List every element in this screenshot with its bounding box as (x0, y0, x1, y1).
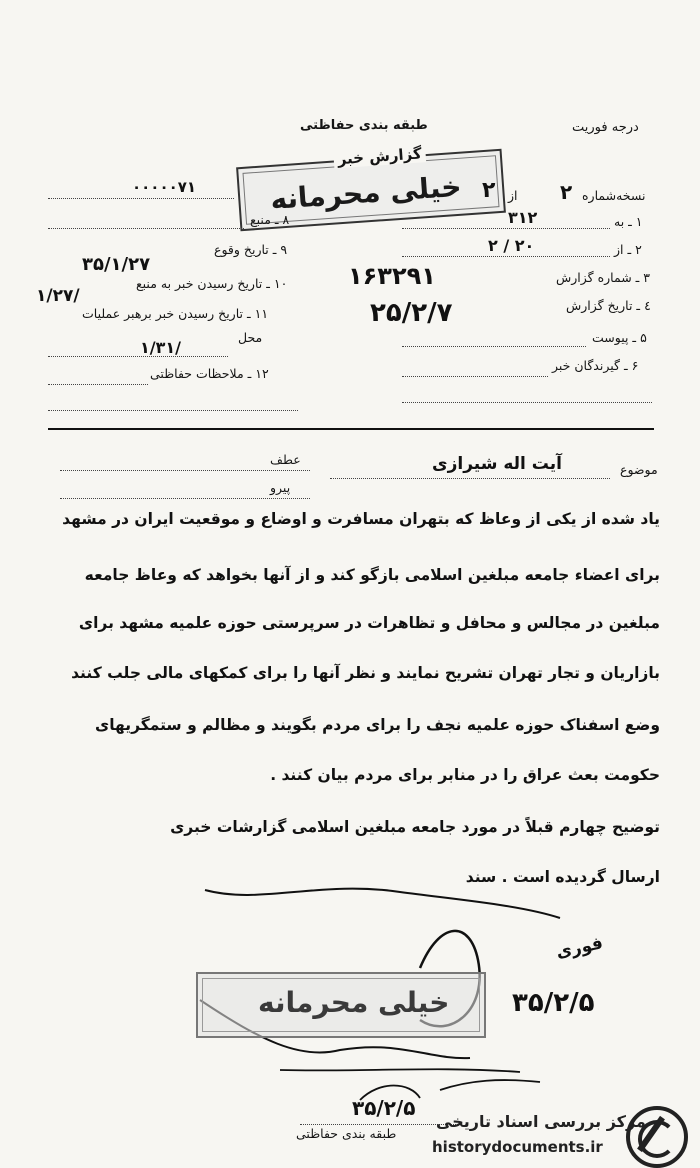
from-dotted-line (402, 256, 610, 257)
from-label: ۲ ـ از (614, 242, 642, 257)
report-number-label: ۳ ـ شماره گزارش (556, 270, 651, 285)
ops-date-value: ۱/۳۱/ (140, 338, 181, 357)
priority-label: درجه فوریت (572, 120, 639, 135)
occurrence-date-label: ۹ ـ تاریخ وقوع (214, 242, 288, 257)
signature-date: ۳۵/۲/۵ (512, 988, 595, 1018)
body-line-8: ارسال گردیده است . سند (465, 868, 660, 886)
attachment-label: ۵ ـ پیوست (592, 330, 647, 345)
source-value: ۰۰۰۰۰۷۱ (132, 178, 197, 196)
notes-label: ۱۲ ـ ملاحظات حفاظتی (150, 366, 269, 381)
bottom-stamp (196, 972, 486, 1038)
watermark-url: historydocuments.ir (432, 1138, 603, 1156)
place2-label: محل (238, 330, 263, 345)
report-date-label: ٤ ـ تاریخ گزارش (566, 298, 651, 313)
subject-dotted-line (330, 478, 610, 479)
separator-rule (48, 428, 654, 430)
copy-number-value: ۲ (560, 180, 573, 204)
ops-date-label: ۱۱ ـ تاریخ رسیدن خبر برهبر عملیات (82, 306, 269, 321)
body-line-5: وضع اسفناک حوزه علمیه نجف را برای مردم بگویند و مظالم و ستمگریهای (94, 716, 660, 734)
report-date-value: ۲۵/۲/۷ (370, 298, 453, 328)
ops-dotted-line (48, 356, 228, 357)
notes-dotted-line (48, 384, 148, 385)
follow-dotted-line (60, 498, 310, 499)
body-line-6: حکومت بعث عراق را در منابر برای مردم بیان کنند . (270, 766, 660, 784)
place-dotted-line (48, 228, 244, 229)
body-line-1: یاد شده از یکی از وعاظ که بتهران مسافرت و اوضاع و موقعیت ایران در مشهد (62, 510, 660, 528)
bottom-stamp-text: خیلی محرمانه (258, 986, 450, 1019)
to-dotted-line (402, 228, 610, 229)
notes-dotted-line-2 (48, 410, 298, 411)
watermark-title: مرکز بررسی اسناد تاریخی (436, 1112, 646, 1131)
footer-date: ۳۵/۲/۵ (352, 1096, 416, 1120)
occurrence-date-value: ۳۵/۱/۲۷ (82, 254, 151, 275)
recipients-dotted-line-2 (402, 402, 652, 403)
body-line-2: برای اعضاء جامعه مبلغین اسلامی بازگو کند و از آنها بخواهد که وعاظ جامعه (84, 566, 660, 584)
signature-note: فوری (554, 933, 605, 963)
recipients-label: ۶ ـ گیرندگان خبر (552, 358, 639, 373)
classification-label-top: طبقه بندی حفاظتی (300, 118, 428, 133)
to-label: ۱ ـ به (614, 214, 643, 229)
top-stamp-text: خیلی محرمانه (269, 169, 463, 216)
body-line-3: مبلغین در مجالس و محافل و تظاهرات در سرپرستی حوزه علمیه مشهد برای (78, 614, 660, 632)
body-line-4: بازاریان و تجار تهران تشریح نمایند و نظر آنها را برای کمکهای مالی جلب کنند (71, 664, 660, 682)
report-title: گزارش خبر (333, 144, 426, 168)
from-value: ۲ / ۲۰ (488, 236, 535, 255)
attachment-dotted-line (402, 346, 586, 347)
ref-label: عطف (270, 452, 301, 467)
subject-label: موضوع (620, 462, 658, 477)
place-label: ۸ ـ منبع (250, 212, 290, 227)
received-date-label: ۱۰ ـ تاریخ رسیدن خبر به منبع (136, 276, 288, 291)
of-label: از (508, 188, 518, 203)
copy-number-label: نسخه‌شماره (582, 188, 646, 203)
recipients-dotted-line (402, 376, 548, 377)
follow-label: پیرو (270, 480, 291, 495)
of-value: ۲ (482, 178, 496, 203)
subject-value: آیت اله شیرازی (432, 454, 562, 474)
body-line-7: توضیح چهارم قبلاً در مورد جامعه مبلغین اسلامی گزارشات خبری (170, 818, 660, 836)
source-dotted-line (48, 198, 234, 199)
ref-dotted-line (60, 470, 310, 471)
report-number-value: ۱۶۳۲۹۱ (348, 262, 436, 290)
to-value: ۳۱۲ (508, 208, 538, 227)
classification-label-bottom: طبقه بندی حفاظتی (296, 1126, 397, 1141)
received-date-value: ۱/۲۷/ (36, 286, 80, 306)
